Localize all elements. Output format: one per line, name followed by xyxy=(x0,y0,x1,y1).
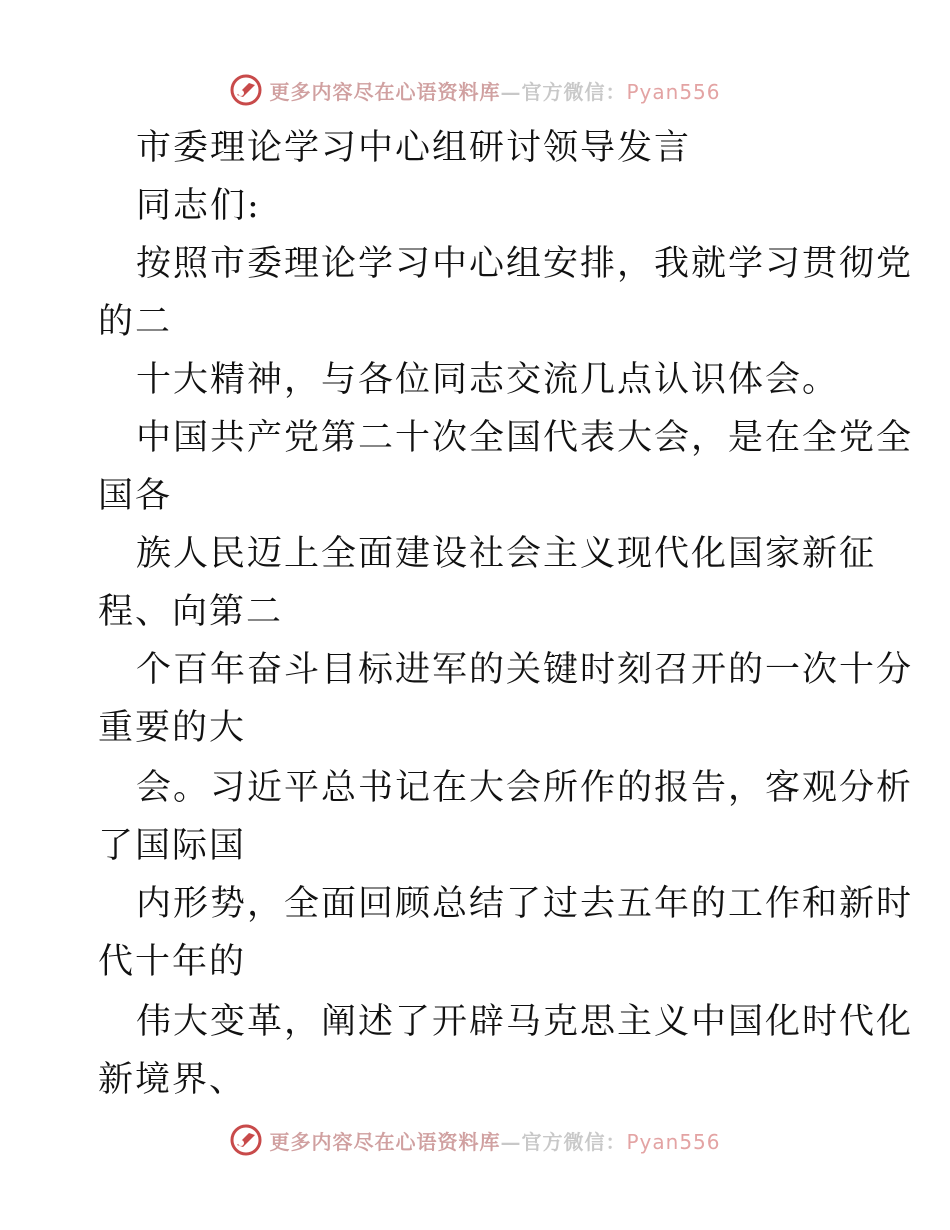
logo-icon xyxy=(229,1123,263,1157)
paragraph-line: 中国共产党第二十次全国代表大会，是在全党全 xyxy=(136,418,914,458)
paragraph-line: 伟大变革，阐述了开辟马克思主义中国化时代化 xyxy=(136,1002,914,1042)
paragraph-line: 重要的大 xyxy=(98,708,247,748)
watermark-id: Pyan556 xyxy=(626,79,721,104)
paragraph-line: 国各 xyxy=(98,476,173,516)
logo-icon xyxy=(229,73,263,107)
paragraph-line: 新境界、 xyxy=(98,1060,247,1100)
paragraph-line: 程、向第二 xyxy=(98,592,284,632)
paragraph-line: 的二 xyxy=(98,302,173,342)
watermark-main: 更多内容尽在心语资料库 xyxy=(269,79,501,104)
watermark-dash: — xyxy=(500,79,522,104)
watermark-id: Pyan556 xyxy=(626,1129,721,1154)
paragraph-line: 会。习近平总书记在大会所作的报告，客观分析 xyxy=(136,768,914,808)
paragraph-line: 代十年的 xyxy=(98,942,247,982)
document-title: 市委理论学习中心组研讨领导发言 xyxy=(136,128,692,168)
paragraph-line: 了国际国 xyxy=(98,826,247,866)
paragraph-line: 十大精神，与各位同志交流几点认识体会。 xyxy=(136,360,840,400)
paragraph-line: 个百年奋斗目标进军的关键时刻召开的一次十分 xyxy=(136,650,914,690)
header-watermark xyxy=(0,70,950,110)
paragraph-line: 内形势，全面回顾总结了过去五年的工作和新时 xyxy=(136,884,914,924)
watermark-dash: — xyxy=(500,1129,522,1154)
watermark-rest: 官方微信： xyxy=(521,79,627,104)
paragraph-line: 按照市委理论学习中心组安排，我就学习贯彻党 xyxy=(136,244,914,284)
watermark-text xyxy=(269,1126,720,1155)
salutation: 同志们: xyxy=(136,186,261,226)
footer-watermark xyxy=(0,1120,950,1160)
watermark-text xyxy=(269,76,720,105)
watermark-rest: 官方微信： xyxy=(521,1129,627,1154)
watermark-main: 更多内容尽在心语资料库 xyxy=(269,1129,501,1154)
paragraph-line: 族人民迈上全面建设社会主义现代化国家新征 xyxy=(136,534,877,574)
